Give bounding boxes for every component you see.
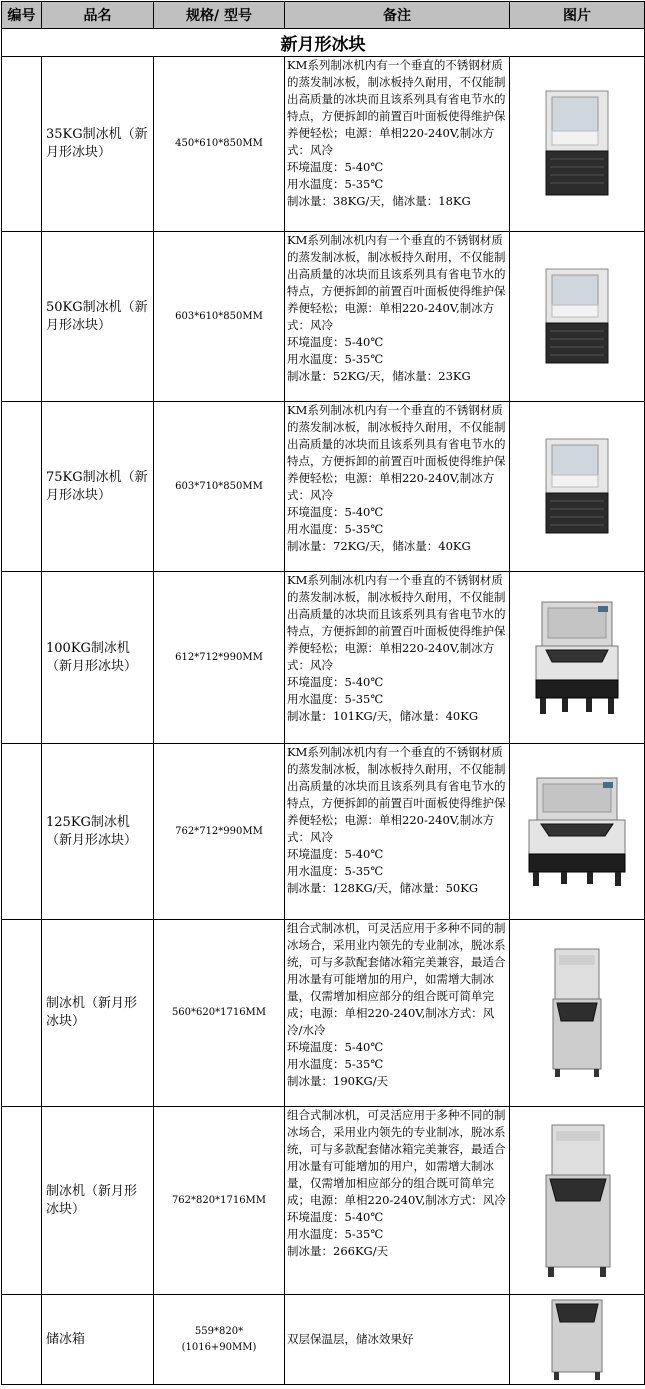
note-water-temp: 用水温度：5-35℃ — [287, 522, 384, 536]
product-note: 双层保温层，储冰效果好 — [285, 1295, 510, 1385]
row-number — [2, 232, 42, 402]
product-picture — [510, 1295, 645, 1385]
product-note — [285, 920, 510, 1107]
modular-ice-maker-icon — [549, 947, 605, 1079]
note-ambient-temp: 环境温度：5-40℃ — [287, 505, 384, 519]
legged-ice-maker-icon — [525, 774, 629, 890]
product-spec: 603*610*850MM — [154, 232, 285, 402]
row-number — [2, 744, 42, 920]
row-number — [2, 1295, 42, 1385]
section-row — [2, 29, 645, 57]
note-ambient-temp: 环境温度：5-40℃ — [287, 160, 384, 174]
row-number — [2, 1107, 42, 1295]
header-row — [2, 2, 645, 29]
note-description: KM系列制冰机内有一个垂直的不锈钢材质的蒸发制冰板，制冰板持久耐用，不仅能制出高质量的冰块而且该系列具有省电节水的特点，方便拆卸的前置百叶面板使得维护保养便轻松；电源：单相220-240V,制冰方式：风冷 — [287, 573, 506, 672]
product-name: 35KG制冰机（新月形冰块） — [42, 57, 154, 232]
row-number — [2, 920, 42, 1107]
product-picture — [510, 402, 645, 572]
product-spec: 560*620*1716MM — [154, 920, 285, 1107]
note-water-temp: 用水温度：5-35℃ — [287, 177, 384, 191]
note-water-temp: 用水温度：5-35℃ — [287, 692, 384, 706]
table-row — [2, 57, 645, 232]
undercounter-ice-maker-icon — [544, 89, 610, 199]
note-water-temp: 用水温度：5-35℃ — [287, 1057, 384, 1071]
product-note — [285, 572, 510, 744]
note-output: 制冰量：52KG/天，储冰量：23KG — [287, 369, 471, 383]
note-output: 制冰量：72KG/天，储冰量：40KG — [287, 539, 471, 553]
row-number — [2, 402, 42, 572]
product-name: 储冰箱 — [42, 1295, 154, 1385]
note-description: 组合式制冰机，可灵活应用于多种不同的制冰场合，采用业内领先的专业制冰，脱冰系统，可与多款配套储冰箱完美兼容，最适合用冰量有可能增加的用户，如需增大制冰量，仅需增加相应部分的组合既可简单完成；电源：单相220-240V,制冰方式：风冷/水冷 — [287, 921, 506, 1037]
product-spec: 762*820*1716MM — [154, 1107, 285, 1295]
table-row — [2, 744, 645, 920]
legged-ice-maker-icon — [532, 598, 622, 718]
product-picture — [510, 232, 645, 402]
product-spec — [154, 1295, 285, 1385]
note-output: 制冰量：190KG/天 — [287, 1074, 389, 1088]
note-description: 组合式制冰机，可灵活应用于多种不同的制冰场合，采用业内领先的专业制冰，脱冰系统，可与多款配套储冰箱完美兼容，最适合用冰量有可能增加的用户，如需增大制冰量，仅需增加相应部分的组合既可简单完成；电源：单相220-240V,制冰方式：风冷 — [287, 1108, 506, 1207]
table-row — [2, 1107, 645, 1295]
note-output: 制冰量：101KG/天，储冰量：40KG — [287, 709, 479, 723]
product-name: 125KG制冰机（新月形冰块） — [42, 744, 154, 920]
table-row — [2, 920, 645, 1107]
header-pic: 图片 — [510, 2, 645, 29]
product-picture — [510, 572, 645, 744]
undercounter-ice-maker-icon — [544, 437, 610, 537]
note-ambient-temp: 环境温度：5-40℃ — [287, 1210, 384, 1224]
row-number — [2, 572, 42, 744]
note-description: KM系列制冰机内有一个垂直的不锈钢材质的蒸发制冰板，制冰板持久耐用，不仅能制出高质量的冰块而且该系列具有省电节水的特点，方便拆卸的前置百叶面板使得维护保养便轻松；电源：单相220-240V,制冰方式：风冷 — [287, 403, 506, 502]
undercounter-ice-maker-icon — [544, 267, 610, 367]
header-no: 编号 — [2, 2, 42, 29]
product-picture — [510, 1107, 645, 1295]
product-spec: 603*710*850MM — [154, 402, 285, 572]
product-picture — [510, 920, 645, 1107]
header-note: 备注 — [285, 2, 510, 29]
note-water-temp: 用水温度：5-35℃ — [287, 352, 384, 366]
product-picture — [510, 744, 645, 920]
note-ambient-temp: 环境温度：5-40℃ — [287, 1040, 384, 1054]
table-row — [2, 402, 645, 572]
ice-storage-bin-icon — [546, 1298, 608, 1382]
product-note — [285, 232, 510, 402]
product-name: 制冰机（新月形冰块） — [42, 1107, 154, 1295]
product-name: 75KG制冰机（新月形冰块） — [42, 402, 154, 572]
note-water-temp: 用水温度：5-35℃ — [287, 864, 384, 878]
row-number — [2, 57, 42, 232]
product-table — [1, 1, 645, 1385]
table-row — [2, 1295, 645, 1385]
header-spec: 规格/ 型号 — [154, 2, 285, 29]
table-row — [2, 572, 645, 744]
product-spec: 612*712*990MM — [154, 572, 285, 744]
spec-line: (1016+90MM) — [181, 1341, 257, 1353]
note-output: 制冰量：266KG/天 — [287, 1244, 389, 1258]
product-note — [285, 1107, 510, 1295]
note-description: KM系列制冰机内有一个垂直的不锈钢材质的蒸发制冰板，制冰板持久耐用，不仅能制出高质量的冰块而且该系列具有省电节水的特点，方便拆卸的前置百叶面板使得维护保养便轻松；电源：单相220-240V,制冰方式：风冷 — [287, 745, 506, 844]
note-ambient-temp: 环境温度：5-40℃ — [287, 335, 384, 349]
product-picture — [510, 57, 645, 232]
note-ambient-temp: 环境温度：5-40℃ — [287, 675, 384, 689]
header-name: 品名 — [42, 2, 154, 29]
product-name: 制冰机（新月形冰块） — [42, 920, 154, 1107]
product-note — [285, 402, 510, 572]
product-note — [285, 744, 510, 920]
product-spec: 450*610*850MM — [154, 57, 285, 232]
table-row — [2, 232, 645, 402]
note-ambient-temp: 环境温度：5-40℃ — [287, 847, 384, 861]
note-description: KM系列制冰机内有一个垂直的不锈钢材质的蒸发制冰板，制冰板持久耐用，不仅能制出高质量的冰块而且该系列具有省电节水的特点，方便拆卸的前置百叶面板使得维护保养便轻松；电源：单相220-240V,制冰方式：风冷 — [287, 233, 506, 332]
note-water-temp: 用水温度：5-35℃ — [287, 1227, 384, 1241]
product-name: 50KG制冰机（新月形冰块） — [42, 232, 154, 402]
note-output: 制冰量：38KG/天，储冰量：18KG — [287, 194, 471, 208]
modular-ice-maker-icon — [542, 1121, 612, 1281]
product-spec: 762*712*990MM — [154, 744, 285, 920]
note-description: KM系列制冰机内有一个垂直的不锈钢材质的蒸发制冰板，制冰板持久耐用，不仅能制出高质量的冰块而且该系列具有省电节水的特点，方便拆卸的前置百叶面板使得维护保养便轻松；电源：单相220-240V,制冰方式：风冷 — [287, 58, 506, 157]
spec-line: 559*820* — [194, 1325, 244, 1337]
product-note — [285, 57, 510, 232]
section-title: 新月形冰块 — [2, 29, 645, 57]
note-output: 制冰量：128KG/天，储冰量：50KG — [287, 881, 479, 895]
product-name: 100KG制冰机（新月形冰块） — [42, 572, 154, 744]
